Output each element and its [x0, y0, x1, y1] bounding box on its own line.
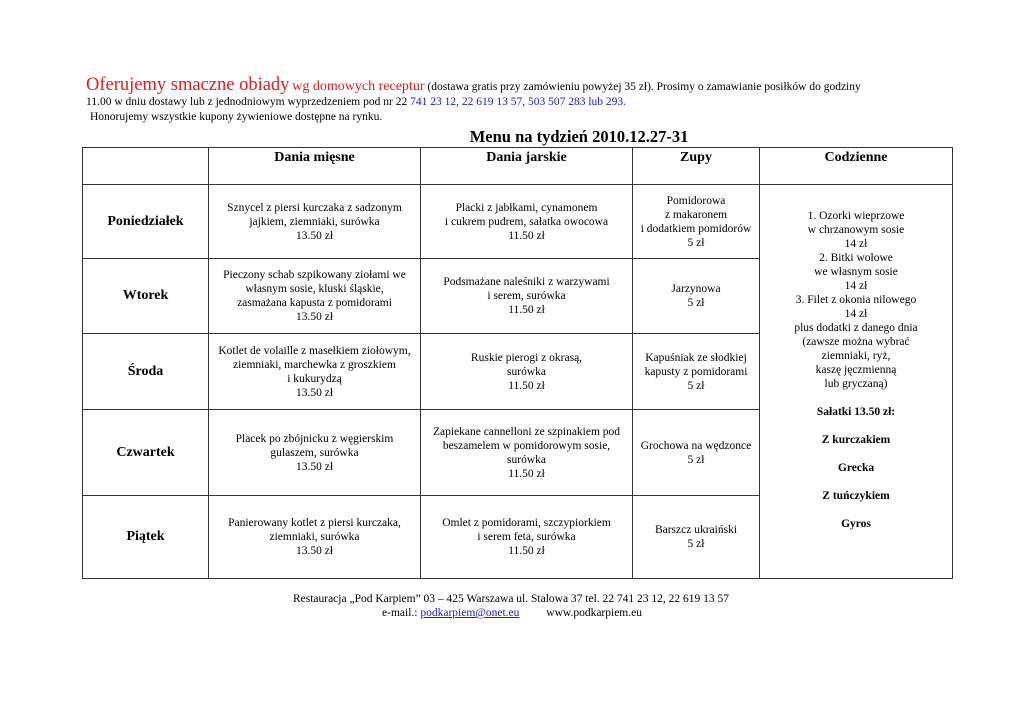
dish-price: 11.50 zł [508, 467, 545, 480]
salad-item: Gyros [841, 518, 871, 530]
dish-price: 11.50 zł [508, 229, 545, 242]
dish-price: 5 zł [687, 236, 705, 249]
dish-line: zasmażana kapusta z pomidorami [237, 297, 392, 309]
daily-line: lub gryczaną) [824, 378, 888, 390]
soup-dish [633, 410, 760, 496]
dish-line: gulaszem, surówka [270, 446, 359, 459]
dish-line: beszamelem w pomidorowym sosie, [442, 439, 611, 452]
dish-line: Placek po zbójnicku z węgierskim [235, 432, 394, 445]
dish-line: i serem, surówka [487, 290, 566, 302]
meat-dish [209, 410, 421, 496]
header-soups: Zupy [633, 148, 760, 185]
dish-line: i kukurydzą [287, 372, 342, 385]
intro-line-1 [86, 75, 956, 95]
daily-line: 14 zł [844, 308, 868, 320]
headline: Oferujemy smaczne obiady [86, 75, 290, 95]
dish-line: jajkiem, ziemniaki, surówka [249, 215, 380, 228]
day-label: Piątek [83, 496, 209, 579]
salad-item: Z tuńczykiem [822, 490, 890, 502]
veg-dish [421, 185, 633, 259]
dish-line: Jarzynowa [671, 283, 721, 295]
veg-dish [421, 496, 633, 579]
dish-price: 13.50 zł [295, 386, 334, 399]
menu-table [82, 147, 953, 579]
dish-line: Ruskie pierogi z okrasą, [470, 351, 583, 364]
dish-line: i serem feta, surówka [477, 531, 576, 543]
dish-line: Grochowa na wędzonce [640, 439, 752, 452]
day-label: Wtorek [83, 259, 209, 334]
dish-line: i cukrem pudrem, sałatka owocowa [444, 215, 609, 228]
daily-line: (zawsze można wybrać [802, 336, 910, 348]
footer-contact [0, 606, 1024, 620]
menu-title-wrap [0, 127, 1024, 147]
veg-dish [421, 259, 633, 334]
headline-sub: wg domowych receptur [292, 79, 425, 94]
veg-dish [421, 410, 633, 496]
dish-line: Omlet z pomidorami, szczypiorkiem [442, 517, 611, 529]
soup-dish [633, 334, 760, 410]
menu-title: Menu na tydzień 2010.12.27-31 [469, 127, 689, 146]
website-text: www.podkarpiem.eu [546, 607, 642, 619]
dish-price: 5 zł [687, 453, 705, 466]
daily-line: plus dodatki z danego dnia [794, 322, 918, 334]
table-row [83, 185, 953, 259]
header-daily: Codzienne [760, 148, 953, 185]
dish-line: Barszcz ukraiński [654, 524, 738, 536]
dish-line: ziemniaki, marchewka z groszkiem [233, 358, 396, 371]
salads-title: Sałatki 13.50 zł: [816, 406, 896, 418]
meat-dish [209, 496, 421, 579]
dish-line: i dodatkiem pomidorów [640, 222, 752, 235]
dish-line: Podsmażane naleśniki z warzywami [443, 276, 610, 288]
dish-line: Panierowany kotlet z piersi kurczaka, [228, 517, 401, 529]
dish-price: 13.50 zł [295, 229, 334, 242]
phone-numbers: 741 23 12, 22 619 13 57, 503 507 283 lub 293. [410, 96, 627, 108]
day-label: Poniedziałek [83, 185, 209, 259]
dish-price: 13.50 zł [295, 460, 334, 473]
daily-line: w chrzanowym sosie [807, 224, 905, 236]
dish-line: surówka [507, 365, 546, 378]
soup-dish [633, 496, 760, 579]
coupons-note: Honorujemy wszystkie kupony żywieniowe dostępne na rynku. [90, 111, 383, 123]
day-label: Czwartek [83, 410, 209, 496]
dish-line: Kapuśniak ze słodkiej [645, 351, 747, 364]
dish-price: 5 zł [687, 379, 705, 392]
daily-line: 14 zł [844, 280, 868, 292]
dish-line: Pomidorowa [666, 194, 726, 207]
dish-line: Pieczony schab szpikowany ziołami we [223, 269, 406, 281]
header-corner [83, 148, 209, 185]
dish-price: 5 zł [687, 297, 705, 309]
daily-line: 3. Filet z okonia nilowego [795, 294, 917, 306]
daily-line: ziemniaki, ryż, [821, 350, 891, 362]
meat-dish [209, 259, 421, 334]
footer-address: Restauracja „Pod Karpiem” 03 – 425 Warszawa ul. Stalowa 37 tel. 22 741 23 12, 22 619 13 57 [292, 593, 730, 605]
daily-line: kaszę jęczmienną [815, 364, 897, 376]
daily-line: 14 zł [844, 238, 868, 250]
daily-dishes [760, 185, 953, 579]
header-row [83, 148, 953, 185]
dish-line: Kotlet de volaille z masełkiem ziołowym, [218, 344, 411, 357]
header-vegetarian: Dania jarskie [421, 148, 633, 185]
footer [0, 592, 1024, 620]
soup-dish [633, 185, 760, 259]
dish-price: 11.50 zł [508, 304, 545, 316]
email-label: e-mail.: [382, 607, 418, 619]
dish-price: 13.50 zł [295, 545, 334, 557]
soup-dish [633, 259, 760, 334]
daily-line: we własnym sosie [814, 266, 898, 278]
salad-item: Z kurczakiem [821, 434, 891, 446]
header-meat: Dania mięsne [209, 148, 421, 185]
dish-line: surówka [507, 453, 546, 466]
daily-line: 1. Ozorki wieprzowe [807, 210, 905, 222]
day-label: Środa [83, 334, 209, 410]
dish-price: 11.50 zł [508, 545, 545, 557]
dish-price: 13.50 zł [295, 311, 334, 323]
dish-price: 5 zł [687, 538, 705, 550]
dish-line: Sznycel z piersi kurczaka z sadzonym [227, 201, 402, 214]
meat-dish [209, 185, 421, 259]
dish-line: własnym sosie, kluski śląskie, [245, 283, 384, 295]
salad-item: Grecka [837, 462, 875, 474]
dish-line: Placki z jabłkami, cynamonem [455, 201, 598, 214]
meat-dish [209, 334, 421, 410]
delivery-note: (dostawa gratis przy zamówieniu powyżej 35 zł). Prosimy o zamawianie posiłków do godziny [427, 81, 861, 93]
intro-block [86, 75, 956, 125]
order-hours-text: 11.00 w dniu dostawy lub z jednodniowym wyprzedzeniem pod nr 22 [86, 96, 408, 108]
dish-price: 11.50 zł [508, 379, 545, 392]
veg-dish [421, 334, 633, 410]
daily-line: 2. Bitki wołowe [819, 252, 893, 264]
dish-line: z makaronem [664, 208, 728, 221]
dish-line: Zapiekane cannelloni ze szpinakiem pod [432, 425, 621, 438]
dish-line: ziemniaki, surówka [269, 531, 360, 543]
intro-line-2 [86, 95, 956, 110]
email-link[interactable]: podkarpiem@onet.eu [420, 607, 520, 619]
dish-line: kapusty z pomidorami [644, 365, 748, 378]
